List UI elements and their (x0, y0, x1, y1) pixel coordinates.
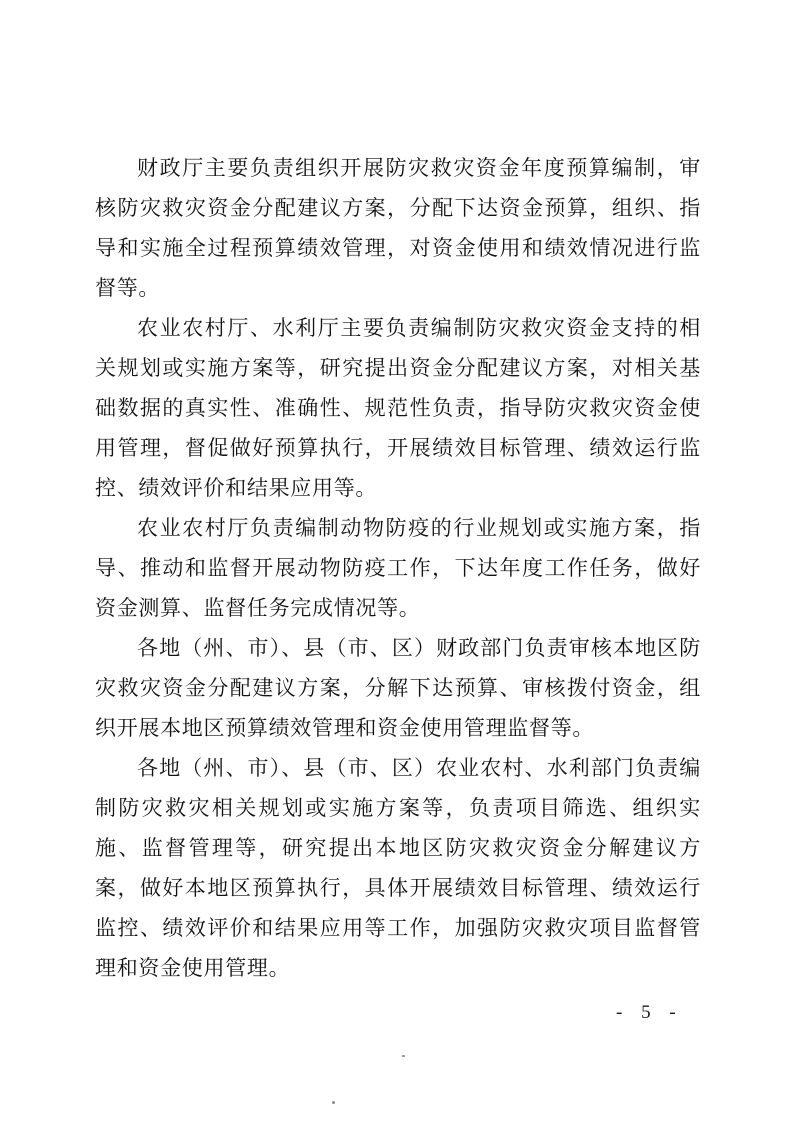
paragraph-finance-dept-duties: 财政厅主要负责组织开展防灾救灾资金年度预算编制，审核防灾救灾资金分配建议方案，分配下达资金预算，组织、指导和实施全过程预算绩效管理，对资金使用和绩效情况进行监督等。 (95, 156, 701, 300)
paragraph-local-finance-duties: 各地（州、市）、县（市、区）财政部门负责审核本地区防灾救灾资金分配建议方案，分解下达预算、审核拨付资金，组织开展本地区预算绩效管理和资金使用管理监督等。 (95, 636, 701, 740)
page-number: - 5 - (616, 1002, 683, 1023)
document-body (95, 148, 701, 988)
paragraph-local-agriculture-water-duties: 各地（州、市）、县（市、区）农业农村、水利部门负责编制防灾救灾相关规划或实施方案等，负责项目筛选、组织实施、监督管理等，研究提出本地区防灾救灾资金分解建议方案，做好本地区预算执行，具体开展绩效目标管理、绩效运行监控、绩效评价和结果应用等工作，加强防灾救灾项目监督管理和资金使用管理。 (95, 756, 701, 980)
paragraph-animal-epidemic-duties: 农业农村厅负责编制动物防疫的行业规划或实施方案，指导、推动和监督开展动物防疫工作，下达年度工作任务，做好资金测算、监督任务完成情况等。 (95, 516, 701, 620)
scan-speck (402, 1055, 405, 1057)
scan-speck (332, 1101, 335, 1104)
paragraph-agriculture-water-dept-duties: 农业农村厅、水利厅主要负责编制防灾救灾资金支持的相关规划或实施方案等，研究提出资金分配建议方案，对相关基础数据的真实性、准确性、规范性负责，指导防灾救灾资金使用管理，督促做好预算执行，开展绩效目标管理、绩效运行监控、绩效评价和结果应用等。 (95, 316, 701, 500)
